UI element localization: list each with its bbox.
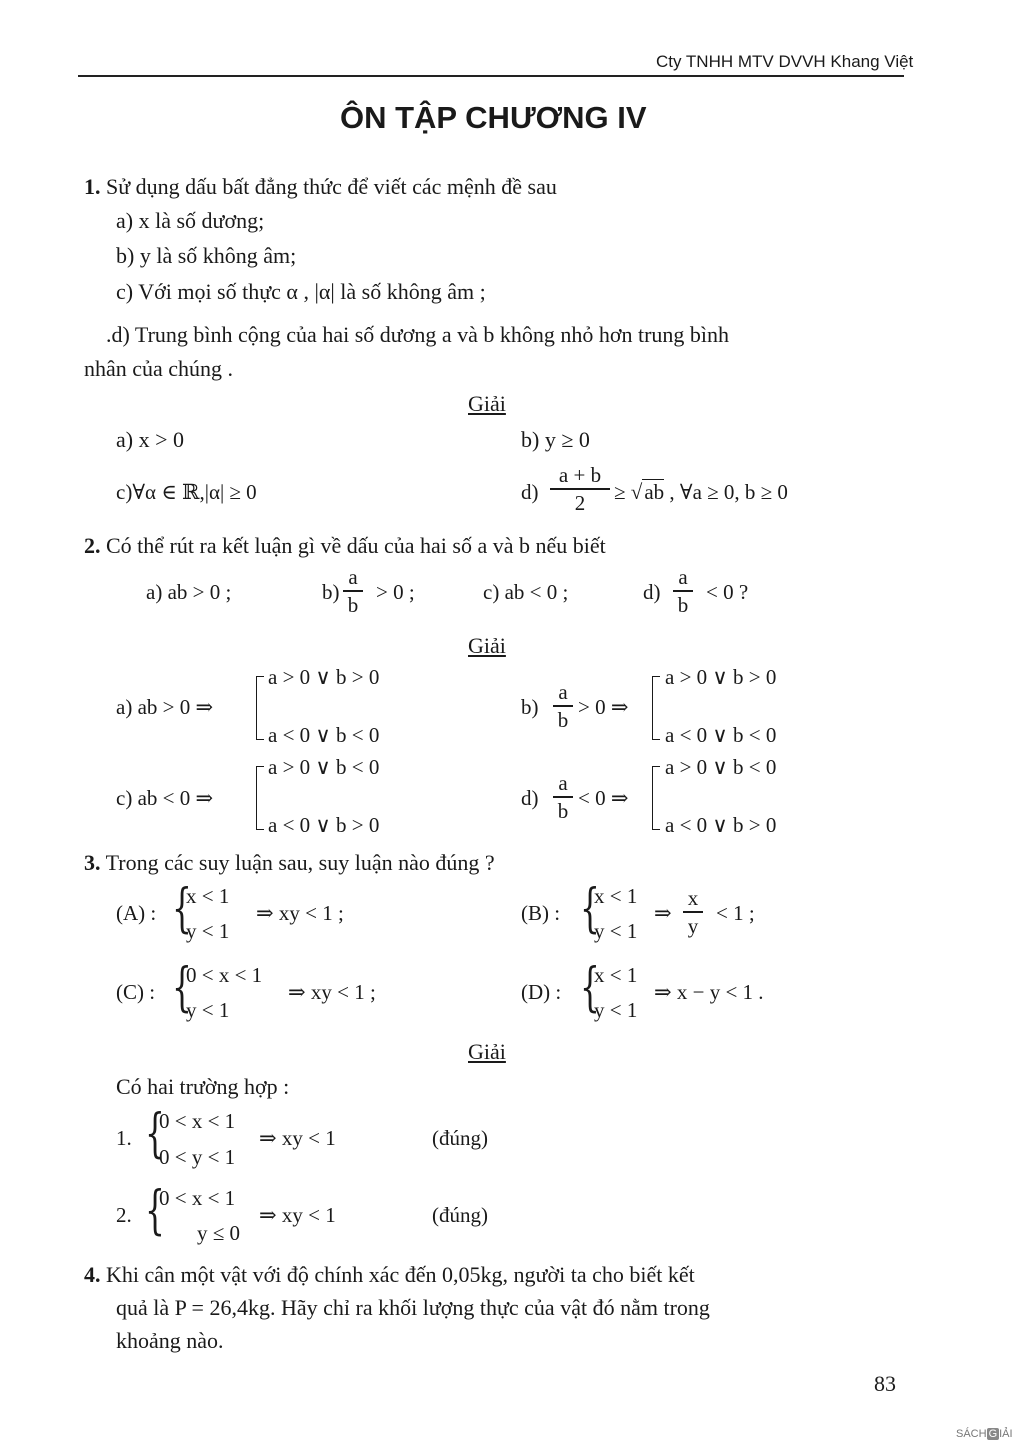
q3-statement <box>84 850 495 876</box>
q3-option-b-tail: < 1 ; <box>716 901 755 925</box>
q2-statement <box>84 533 606 559</box>
solution-heading: Giải <box>468 1039 506 1064</box>
q3-option-a-result: ⇒ xy < 1 ; <box>256 901 344 925</box>
q2-solution-b-fraction <box>553 680 573 732</box>
q3-case1-result: ⇒ xy < 1 <box>259 1126 336 1150</box>
q3-option-c-result: ⇒ xy < 1 ; <box>288 980 376 1004</box>
q4-text-line2: quả là P = 26,4kg. Hãy chỉ ra khối lượng thực của vật đó nằm trong <box>116 1295 710 1320</box>
fraction-bar <box>550 488 610 490</box>
q2-solution-d-fraction <box>553 771 573 823</box>
q3-option-a-row1: x < 1 <box>186 884 230 908</box>
logo-right: IẢI <box>999 1428 1013 1440</box>
fraction-numerator: a + b <box>558 463 602 487</box>
q1-item-c: c) Với mọi số thực α , |α| là số không âm ; <box>116 279 486 304</box>
q4-text-line3: khoảng nào. <box>116 1328 224 1353</box>
q2-item-b-label: b) <box>322 580 340 604</box>
q3-option-b-arrow: ⇒ <box>654 901 672 925</box>
fraction-numerator: a <box>558 680 568 704</box>
q1-item-b: b) y là số không âm; <box>116 243 297 268</box>
fraction-denominator: y <box>687 913 699 938</box>
q3-option-d-result: ⇒ x − y < 1 . <box>654 980 764 1004</box>
q1-number: 1. <box>84 174 101 199</box>
brace-icon: { <box>580 958 600 1018</box>
q2-solution-d-label: d) <box>521 786 539 810</box>
fraction-bar <box>553 796 573 798</box>
logo-left: SÁCH <box>956 1428 987 1440</box>
fraction-denominator: b <box>557 707 569 732</box>
solution-heading: Giải <box>468 633 506 658</box>
page-number: 83 <box>874 1371 896 1396</box>
q2-solution-b-case2: a < 0 ∨ b < 0 <box>665 723 777 747</box>
q2-item-d-label: d) <box>643 580 661 604</box>
q4-statement-line1 <box>84 1262 695 1288</box>
q3-case1-row2: 0 < y < 1 <box>159 1145 236 1169</box>
geq-sign: ≥ <box>614 480 626 504</box>
q3-case2-label: 2. <box>116 1203 132 1227</box>
sqrt-radicand: ab <box>644 480 665 504</box>
q4-number: 4. <box>84 1262 101 1287</box>
fraction-bar <box>683 911 703 913</box>
q1-solution-d-label: d) <box>521 480 539 504</box>
bracket-icon <box>652 766 660 830</box>
q3-option-b-row1: x < 1 <box>594 884 638 908</box>
q3-case2-row2: y ≤ 0 <box>197 1221 241 1245</box>
fraction-denominator: b <box>677 592 689 617</box>
q3-case2-result: ⇒ xy < 1 <box>259 1203 336 1227</box>
q2-item-d-tail: < 0 ? <box>706 580 749 604</box>
q2-solution-c-case1: a > 0 ∨ b < 0 <box>268 755 380 779</box>
q2-solution-b-label: b) <box>521 695 539 719</box>
q1-text: Sử dụng dấu bất đẳng thức để viết các mệnh đề sau <box>106 174 557 199</box>
q1-solution-a: a) x > 0 <box>116 427 184 452</box>
q3-case1-row1: 0 < x < 1 <box>159 1109 236 1133</box>
fraction-numerator: a <box>558 771 568 795</box>
q2-solution-d-case1: a > 0 ∨ b < 0 <box>665 755 777 779</box>
fraction-numerator: x <box>687 886 699 910</box>
brace-icon: { <box>172 958 192 1018</box>
q1-solution-d-rest <box>614 480 788 505</box>
brace-icon: { <box>145 1104 165 1164</box>
q2-solution-a-lhs: a) ab > 0 ⇒ <box>116 695 214 719</box>
fraction-bar <box>673 590 693 592</box>
q4-text-line1: Khi cân một vật với độ chính xác đến 0,05kg, người ta cho biết kết <box>106 1262 695 1287</box>
q2-item-d-fraction <box>673 565 693 617</box>
q2-text: Có thể rút ra kết luận gì về dấu của hai số a và b nếu biết <box>106 533 606 558</box>
q3-case2-row1: 0 < x < 1 <box>159 1186 236 1210</box>
logo-box: G <box>988 1428 998 1440</box>
q3-option-b-label: (B) : <box>521 901 561 925</box>
bracket-icon <box>652 676 660 740</box>
q1-item-d-line1: .d) Trung bình cộng của hai số dương a và b không nhỏ hơn trung bình <box>106 322 730 347</box>
q2-solution-c-lhs: c) ab < 0 ⇒ <box>116 786 214 810</box>
q1-solution-c: c)∀α ∈ ℝ,|α| ≥ 0 <box>116 480 257 504</box>
q2-solution-c-case2: a < 0 ∨ b > 0 <box>268 813 380 837</box>
q3-option-d-label: (D) : <box>521 980 562 1004</box>
q2-item-b-tail: > 0 ; <box>376 580 415 604</box>
bracket-icon <box>256 676 264 740</box>
q3-case1-note: (đúng) <box>432 1126 488 1150</box>
q3-option-d-row2: y < 1 <box>594 998 638 1022</box>
fraction-denominator: b <box>557 798 569 823</box>
q3-number: 3. <box>84 850 101 875</box>
q3-text: Trong các suy luận sau, suy luận nào đúng ? <box>105 850 495 875</box>
q3-option-b-fraction <box>683 886 703 938</box>
fraction-numerator: a <box>348 565 358 589</box>
q3-option-b-row2: y < 1 <box>594 919 638 943</box>
fraction-denominator: 2 <box>574 490 586 515</box>
q1-solution-d-fraction <box>550 463 610 515</box>
q2-solution-d-mid: < 0 ⇒ <box>578 786 629 810</box>
q3-option-c-label: (C) : <box>116 980 156 1004</box>
header-rule <box>78 75 904 77</box>
brace-icon: { <box>145 1181 165 1241</box>
q1-item-a: a) x là số dương; <box>116 208 265 233</box>
q2-number: 2. <box>84 533 101 558</box>
fraction-bar <box>343 590 363 592</box>
sqrt-sign: √ <box>630 480 643 504</box>
q3-case2-note: (đúng) <box>432 1203 488 1227</box>
q2-solution-b-case1: a > 0 ∨ b > 0 <box>665 665 777 689</box>
q2-item-a: a) ab > 0 ; <box>146 580 232 604</box>
page-title: ÔN TẬP CHƯƠNG IV <box>340 100 647 135</box>
bracket-icon <box>256 766 264 830</box>
q1-solution-b: b) y ≥ 0 <box>521 427 590 452</box>
q3-solution-intro: Có hai trường hợp : <box>116 1074 290 1099</box>
fraction-bar <box>553 705 573 707</box>
q1-solution-d-condition: , ∀a ≥ 0, b ≥ 0 <box>669 480 788 504</box>
q2-solution-a-case1: a > 0 ∨ b > 0 <box>268 665 380 689</box>
brace-icon: { <box>172 879 192 939</box>
q3-option-d-row1: x < 1 <box>594 963 638 987</box>
q2-solution-b-mid: > 0 ⇒ <box>578 695 629 719</box>
fraction-denominator: b <box>347 592 359 617</box>
publisher-header: Cty TNHH MTV DVVH Khang Việt <box>656 52 914 71</box>
solution-heading: Giải <box>468 391 506 416</box>
q2-solution-a-case2: a < 0 ∨ b < 0 <box>268 723 380 747</box>
q1-item-d-line2: nhân của chúng . <box>84 356 234 381</box>
sachgiai-logo <box>956 1428 1013 1440</box>
q3-option-c-row1: 0 < x < 1 <box>186 963 263 987</box>
q2-solution-d-case2: a < 0 ∨ b > 0 <box>665 813 777 837</box>
brace-icon: { <box>580 879 600 939</box>
q3-option-a-label: (A) : <box>116 901 157 925</box>
q3-option-c-row2: y < 1 <box>186 998 230 1022</box>
fraction-numerator: a <box>678 565 688 589</box>
q3-option-a-row2: y < 1 <box>186 919 230 943</box>
q2-item-b-fraction <box>343 565 363 617</box>
q2-item-c: c) ab < 0 ; <box>483 580 569 604</box>
q1-statement <box>84 174 557 200</box>
q3-case1-label: 1. <box>116 1126 132 1150</box>
